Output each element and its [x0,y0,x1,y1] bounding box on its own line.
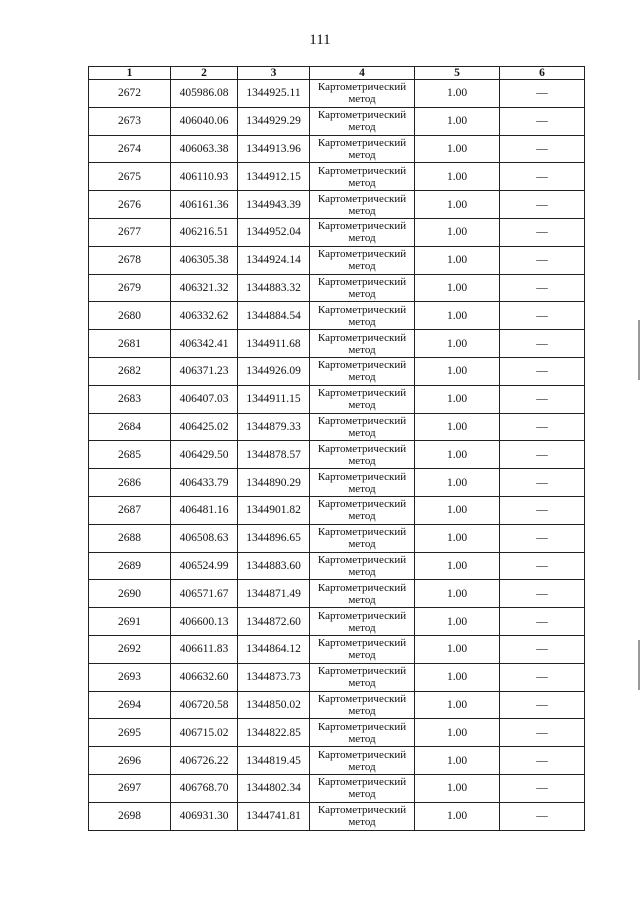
method-line-2: метод [348,649,376,662]
accuracy-value: 1.00 [415,385,500,413]
accuracy-value: 1.00 [415,191,500,219]
coord-x: 406720.58 [171,691,238,719]
coord-x: 406063.38 [171,135,238,163]
coordinates-table [88,66,585,831]
method-line-1: Картометрический [317,609,407,622]
point-number: 2693 [89,663,171,691]
method-cell [310,441,415,469]
accuracy-value: 1.00 [415,635,500,663]
coord-x: 406715.02 [171,719,238,747]
coord-x: 406524.99 [171,552,238,580]
method-cell [310,80,415,108]
table-row [89,357,585,385]
coord-y: 1344952.04 [238,218,310,246]
table-row [89,413,585,441]
accuracy-value: 1.00 [415,135,500,163]
point-number: 2681 [89,330,171,358]
table-row [89,663,585,691]
coord-x: 406632.60 [171,663,238,691]
point-number: 2686 [89,469,171,497]
accuracy-value: 1.00 [415,774,500,802]
accuracy-value: 1.00 [415,747,500,775]
table-row [89,496,585,524]
col6-dash: — [500,163,585,191]
method-cell [310,691,415,719]
table-row [89,302,585,330]
coord-x: 406216.51 [171,218,238,246]
accuracy-value: 1.00 [415,163,500,191]
method-line-1: Картометрический [317,136,407,149]
method-line-2: метод [348,121,376,134]
method-line-2: метод [348,538,376,551]
page-number: 111 [309,32,331,48]
method-cell [310,663,415,691]
method-line-1: Картометрический [317,692,407,705]
coord-x: 406768.70 [171,774,238,802]
col6-dash: — [500,552,585,580]
col6-dash: — [500,469,585,497]
col6-dash: — [500,802,585,830]
col6-dash: — [500,413,585,441]
coord-x: 406726.22 [171,747,238,775]
coord-y: 1344925.11 [238,80,310,108]
point-number: 2691 [89,608,171,636]
method-line-1: Картометрический [317,553,407,566]
method-line-1: Картометрический [317,470,407,483]
accuracy-value: 1.00 [415,302,500,330]
method-cell [310,218,415,246]
method-cell [310,135,415,163]
method-line-2: метод [348,510,376,523]
point-number: 2696 [89,747,171,775]
coord-x: 406481.16 [171,496,238,524]
coord-x: 406407.03 [171,385,238,413]
col6-dash: — [500,608,585,636]
col6-dash: — [500,218,585,246]
col6-dash: — [500,80,585,108]
method-cell [310,357,415,385]
coord-y: 1344879.33 [238,413,310,441]
method-line-2: метод [348,287,376,300]
accuracy-value: 1.00 [415,218,500,246]
coord-y: 1344926.09 [238,357,310,385]
method-line-2: метод [348,315,376,328]
method-line-2: метод [348,732,376,745]
method-cell [310,385,415,413]
point-number: 2690 [89,580,171,608]
method-line-1: Картометрический [317,776,407,789]
method-cell [310,163,415,191]
method-line-2: метод [348,93,376,106]
col6-dash: — [500,524,585,552]
method-line-2: метод [348,704,376,717]
table-row [89,802,585,830]
coord-y: 1344890.29 [238,469,310,497]
coord-y: 1344924.14 [238,246,310,274]
method-line-2: метод [348,760,376,773]
accuracy-value: 1.00 [415,608,500,636]
coord-x: 406040.06 [171,107,238,135]
coord-x: 406600.13 [171,608,238,636]
point-number: 2680 [89,302,171,330]
method-cell [310,635,415,663]
method-cell [310,330,415,358]
method-cell [310,580,415,608]
coord-x: 406161.36 [171,191,238,219]
point-number: 2698 [89,802,171,830]
coord-y: 1344911.15 [238,385,310,413]
method-line-1: Картометрический [317,498,407,511]
col6-dash: — [500,107,585,135]
accuracy-value: 1.00 [415,246,500,274]
col6-dash: — [500,302,585,330]
header-col-4: 4 [310,67,415,80]
point-number: 2676 [89,191,171,219]
accuracy-value: 1.00 [415,441,500,469]
method-line-1: Картометрический [317,164,407,177]
method-line-2: метод [348,148,376,161]
coord-y: 1344850.02 [238,691,310,719]
coord-x: 406429.50 [171,441,238,469]
col6-dash: — [500,330,585,358]
coord-y: 1344943.39 [238,191,310,219]
header-col-2: 2 [171,67,238,80]
col6-dash: — [500,135,585,163]
coord-y: 1344912.15 [238,163,310,191]
method-line-2: метод [348,454,376,467]
method-cell [310,191,415,219]
method-line-1: Картометрический [317,275,407,288]
table-row [89,135,585,163]
coord-x: 406508.63 [171,524,238,552]
accuracy-value: 1.00 [415,691,500,719]
method-line-2: метод [348,204,376,217]
method-line-1: Картометрический [317,804,407,817]
point-number: 2694 [89,691,171,719]
coord-x: 406931.30 [171,802,238,830]
point-number: 2679 [89,274,171,302]
col6-dash: — [500,357,585,385]
method-line-1: Картометрический [317,303,407,316]
point-number: 2688 [89,524,171,552]
coord-x: 406425.02 [171,413,238,441]
coord-y: 1344896.65 [238,524,310,552]
method-cell [310,469,415,497]
point-number: 2675 [89,163,171,191]
method-line-1: Картометрический [317,442,407,455]
table-row [89,80,585,108]
col6-dash: — [500,719,585,747]
coord-y: 1344819.45 [238,747,310,775]
accuracy-value: 1.00 [415,663,500,691]
point-number: 2678 [89,246,171,274]
col6-dash: — [500,635,585,663]
method-cell [310,552,415,580]
coord-y: 1344913.96 [238,135,310,163]
table-row [89,608,585,636]
table-row [89,469,585,497]
coord-y: 1344802.34 [238,774,310,802]
coord-x: 406321.32 [171,274,238,302]
table-row [89,330,585,358]
method-cell [310,719,415,747]
method-line-2: метод [348,232,376,245]
accuracy-value: 1.00 [415,274,500,302]
coord-x: 405986.08 [171,80,238,108]
table-row [89,218,585,246]
table-row [89,246,585,274]
point-number: 2672 [89,80,171,108]
point-number: 2695 [89,719,171,747]
point-number: 2682 [89,357,171,385]
point-number: 2673 [89,107,171,135]
coord-y: 1344822.85 [238,719,310,747]
method-cell [310,747,415,775]
table-body [89,80,585,831]
point-number: 2677 [89,218,171,246]
accuracy-value: 1.00 [415,802,500,830]
method-line-2: метод [348,176,376,189]
method-line-1: Картометрический [317,81,407,94]
method-cell [310,802,415,830]
table-header-row [89,67,585,80]
method-line-2: метод [348,399,376,412]
header-col-6: 6 [500,67,585,80]
method-line-2: метод [348,343,376,356]
table-row [89,163,585,191]
method-cell [310,302,415,330]
method-cell [310,608,415,636]
coord-x: 406371.23 [171,357,238,385]
method-line-2: метод [348,565,376,578]
point-number: 2697 [89,774,171,802]
col6-dash: — [500,774,585,802]
table-row [89,691,585,719]
table-row [89,719,585,747]
accuracy-value: 1.00 [415,357,500,385]
table-row [89,274,585,302]
method-line-2: метод [348,816,376,829]
accuracy-value: 1.00 [415,552,500,580]
coord-x: 406433.79 [171,469,238,497]
col6-dash: — [500,191,585,219]
col6-dash: — [500,246,585,274]
accuracy-value: 1.00 [415,413,500,441]
method-line-2: метод [348,677,376,690]
point-number: 2684 [89,413,171,441]
method-line-1: Картометрический [317,220,407,233]
coord-x: 406110.93 [171,163,238,191]
method-line-2: метод [348,621,376,634]
method-line-1: Картометрический [317,331,407,344]
point-number: 2689 [89,552,171,580]
method-cell [310,246,415,274]
method-line-2: метод [348,426,376,439]
point-number: 2683 [89,385,171,413]
method-line-2: метод [348,482,376,495]
accuracy-value: 1.00 [415,580,500,608]
coord-x: 406332.62 [171,302,238,330]
coord-y: 1344883.32 [238,274,310,302]
coord-y: 1344873.73 [238,663,310,691]
header-col-3: 3 [238,67,310,80]
method-line-2: метод [348,788,376,801]
method-line-1: Картометрический [317,748,407,761]
table-row [89,747,585,775]
method-cell [310,774,415,802]
col6-dash: — [500,747,585,775]
method-line-1: Картометрический [317,414,407,427]
table-row [89,191,585,219]
coord-y: 1344883.60 [238,552,310,580]
method-line-1: Картометрический [317,581,407,594]
method-line-1: Картометрический [317,665,407,678]
table-row [89,635,585,663]
col6-dash: — [500,663,585,691]
accuracy-value: 1.00 [415,330,500,358]
coord-x: 406342.41 [171,330,238,358]
table-row [89,107,585,135]
coord-x: 406611.83 [171,635,238,663]
col6-dash: — [500,441,585,469]
table-row [89,774,585,802]
coord-y: 1344864.12 [238,635,310,663]
coord-y: 1344878.57 [238,441,310,469]
col6-dash: — [500,580,585,608]
accuracy-value: 1.00 [415,80,500,108]
method-line-1: Картометрический [317,359,407,372]
table-row [89,580,585,608]
header-col-5: 5 [415,67,500,80]
method-line-1: Картометрический [317,387,407,400]
coord-y: 1344872.60 [238,608,310,636]
table-row [89,441,585,469]
method-line-1: Картометрический [317,192,407,205]
method-line-2: метод [348,371,376,384]
accuracy-value: 1.00 [415,496,500,524]
col6-dash: — [500,274,585,302]
coord-y: 1344929.29 [238,107,310,135]
method-line-2: метод [348,593,376,606]
method-cell [310,524,415,552]
method-cell [310,413,415,441]
coord-x: 406571.67 [171,580,238,608]
method-line-2: метод [348,260,376,273]
point-number: 2674 [89,135,171,163]
method-line-1: Картометрический [317,248,407,261]
table-row [89,524,585,552]
method-cell [310,496,415,524]
coord-x: 406305.38 [171,246,238,274]
method-line-1: Картометрический [317,720,407,733]
accuracy-value: 1.00 [415,107,500,135]
method-line-1: Картометрический [317,637,407,650]
coord-y: 1344884.54 [238,302,310,330]
coord-y: 1344871.49 [238,580,310,608]
method-cell [310,107,415,135]
accuracy-value: 1.00 [415,524,500,552]
header-col-1: 1 [89,67,171,80]
coord-y: 1344741.81 [238,802,310,830]
col6-dash: — [500,496,585,524]
method-cell [310,274,415,302]
col6-dash: — [500,385,585,413]
table-row [89,385,585,413]
coord-y: 1344901.82 [238,496,310,524]
method-line-1: Картометрический [317,526,407,539]
point-number: 2687 [89,496,171,524]
accuracy-value: 1.00 [415,719,500,747]
point-number: 2685 [89,441,171,469]
col6-dash: — [500,691,585,719]
accuracy-value: 1.00 [415,469,500,497]
method-line-1: Картометрический [317,109,407,122]
point-number: 2692 [89,635,171,663]
coord-y: 1344911.68 [238,330,310,358]
table-row [89,552,585,580]
